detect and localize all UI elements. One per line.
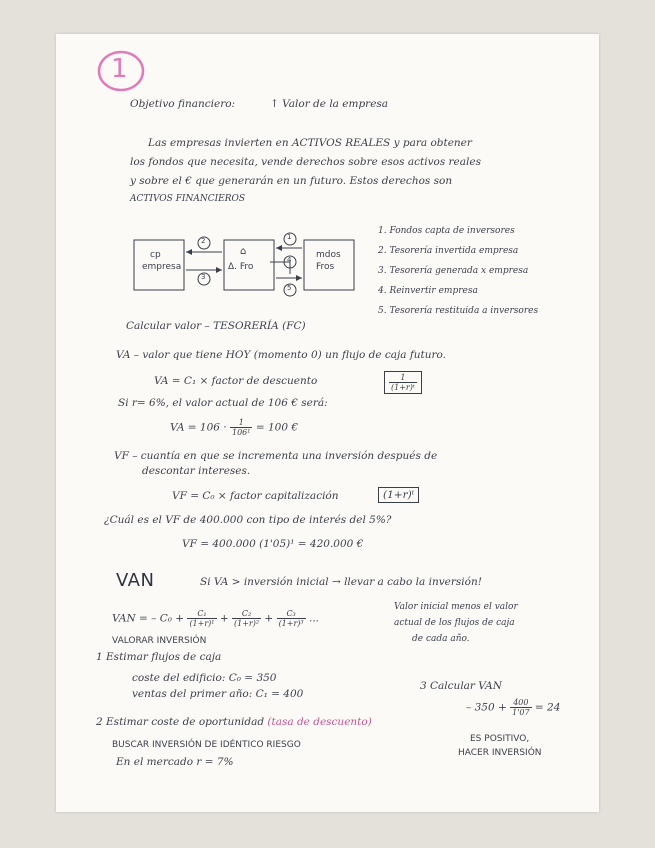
valorar-title: VALORAR INVERSIÓN xyxy=(112,636,207,646)
legend-item-2: 2. Tesorería invertida empresa xyxy=(378,246,519,256)
van-ellipsis: ... xyxy=(308,612,319,625)
legend-item-4: 4. Reinvertir empresa xyxy=(378,286,478,296)
van-t2-den: (1+r)² xyxy=(234,619,260,628)
va-example-den: 106¹ xyxy=(232,428,251,437)
step2-text: 2 Estimar coste de oportunidad xyxy=(96,716,265,728)
vf-question: ¿Cuál es el VF de 400.000 con tipo de interés del 5%? xyxy=(104,514,392,526)
box-left-line-1: cp xyxy=(150,250,161,260)
van-t1-num: C₁ xyxy=(187,609,216,619)
objective-label: Objetivo financiero: xyxy=(130,98,236,110)
circle-label-3: 3 xyxy=(201,273,206,281)
van-calc-num: 400 xyxy=(510,698,531,708)
step2-pink: (tasa de descuento) xyxy=(267,716,372,728)
notebook-page xyxy=(56,34,599,812)
van-rule: Si VA > inversión inicial → llevar a cabo la inversión! xyxy=(200,576,482,588)
vf-definition-2: descontar intereses. xyxy=(142,465,251,477)
valorar-sales: ventas del primer año: C₁ = 400 xyxy=(132,688,304,700)
box-right-line-1: mdos xyxy=(316,250,341,260)
valorar-step3: 3 Calcular VAN xyxy=(420,680,502,692)
van-t1-den: (1+r)¹ xyxy=(189,619,215,628)
van-calc-den: 1'07 xyxy=(512,708,530,717)
vf-definition-1: VF – cuantía en que se incrementa una inversión después de xyxy=(114,450,438,462)
intro-line-1: Las empresas invierten en ACTIVOS REALES y para obtener xyxy=(148,137,472,149)
circle-label-4: 4 xyxy=(287,256,292,264)
positive-1: ES POSITIVO, xyxy=(470,734,530,744)
box-left-line-2: empresa xyxy=(142,262,182,272)
box-middle-label: Δ. Fro xyxy=(228,262,254,272)
van-formula: VAN = – C₀ + $\frac{\text{C₁}}{\text{(1+r)¹}}$ + $\frac{\text{C₂}}{\text{(1+r)²}}$ + $\frac{\text{C₃}}{\text{(1+r)³}}$ ... xyxy=(112,609,319,628)
circle-label-2: 2 xyxy=(201,237,206,245)
legend-item-1: 1. Fondos capta de inversores xyxy=(378,226,515,236)
mercado-line: En el mercado r = 7% xyxy=(116,756,234,768)
va-example xyxy=(170,418,298,437)
van-t2-num: C₂ xyxy=(232,609,261,619)
intro-line-3: y sobre el € que generarán en un futuro. Estos derechos son xyxy=(130,175,453,187)
van-calc-right: = 24 xyxy=(534,701,561,714)
va-factor-num: 1 xyxy=(389,373,417,383)
calc-title: Calcular valor – TESORERÍA (FC) xyxy=(126,320,306,332)
valorar-cost: coste del edificio: C₀ = 350 xyxy=(132,672,277,684)
circle-label-1: 1 xyxy=(287,233,292,241)
intro-line-4: ACTIVOS FINANCIEROS xyxy=(130,194,246,204)
va-formula: VA = C₁ × factor de descuento xyxy=(154,375,318,387)
valorar-step2 xyxy=(96,716,372,728)
vf-example: VF = 400.000 (1'05)¹ = 420.000 € xyxy=(182,538,364,550)
positive-2: HACER INVERSIÓN xyxy=(458,748,542,758)
page-number: 1 xyxy=(111,54,128,84)
legend-item-5: 5. Tesorería restituida a inversores xyxy=(378,306,539,316)
intro-line-2: los fondos que necesita, vende derechos sobre esos activos reales xyxy=(130,156,481,168)
van-calc xyxy=(466,698,560,717)
va-example-right: = 100 € xyxy=(255,421,299,434)
legend-item-3: 3. Tesorería generada x empresa xyxy=(378,266,529,276)
van-title: VAN xyxy=(116,570,155,591)
van-formula-left: VAN = – C₀ + xyxy=(112,612,185,625)
buscar-line: BUSCAR INVERSIÓN DE IDÉNTICO RIESGO xyxy=(112,740,301,750)
vf-factor-box: (1+r)ᵗ xyxy=(378,487,419,503)
van-note-2: actual de los flujos de caja xyxy=(394,618,515,628)
va-definition: VA – valor que tiene HOY (momento 0) un flujo de caja futuro. xyxy=(116,349,447,361)
va-factor-box xyxy=(384,371,422,394)
va-question: Si r= 6%, el valor actual de 106 € será: xyxy=(118,397,328,409)
valorar-step1: 1 Estimar flujos de caja xyxy=(96,651,222,663)
box-right-line-2: Fros xyxy=(316,262,335,272)
objective-value: ↑ Valor de la empresa xyxy=(270,98,389,110)
va-example-left: VA = 106 · xyxy=(170,421,227,434)
van-t3-den: (1+r)³ xyxy=(278,619,304,628)
building-icon: ⌂ xyxy=(240,246,247,257)
va-factor-den: (1+r)ᵗ xyxy=(391,383,415,392)
vf-formula: VF = C₀ × factor capitalización xyxy=(172,490,339,502)
van-note-1: Valor inicial menos el valor xyxy=(394,602,518,612)
circle-label-5: 5 xyxy=(287,284,292,292)
van-note-3: de cada año. xyxy=(412,634,470,644)
va-example-num: 1 xyxy=(230,418,252,428)
van-calc-left: – 350 + xyxy=(466,701,507,714)
van-t3-num: C₃ xyxy=(277,609,306,619)
